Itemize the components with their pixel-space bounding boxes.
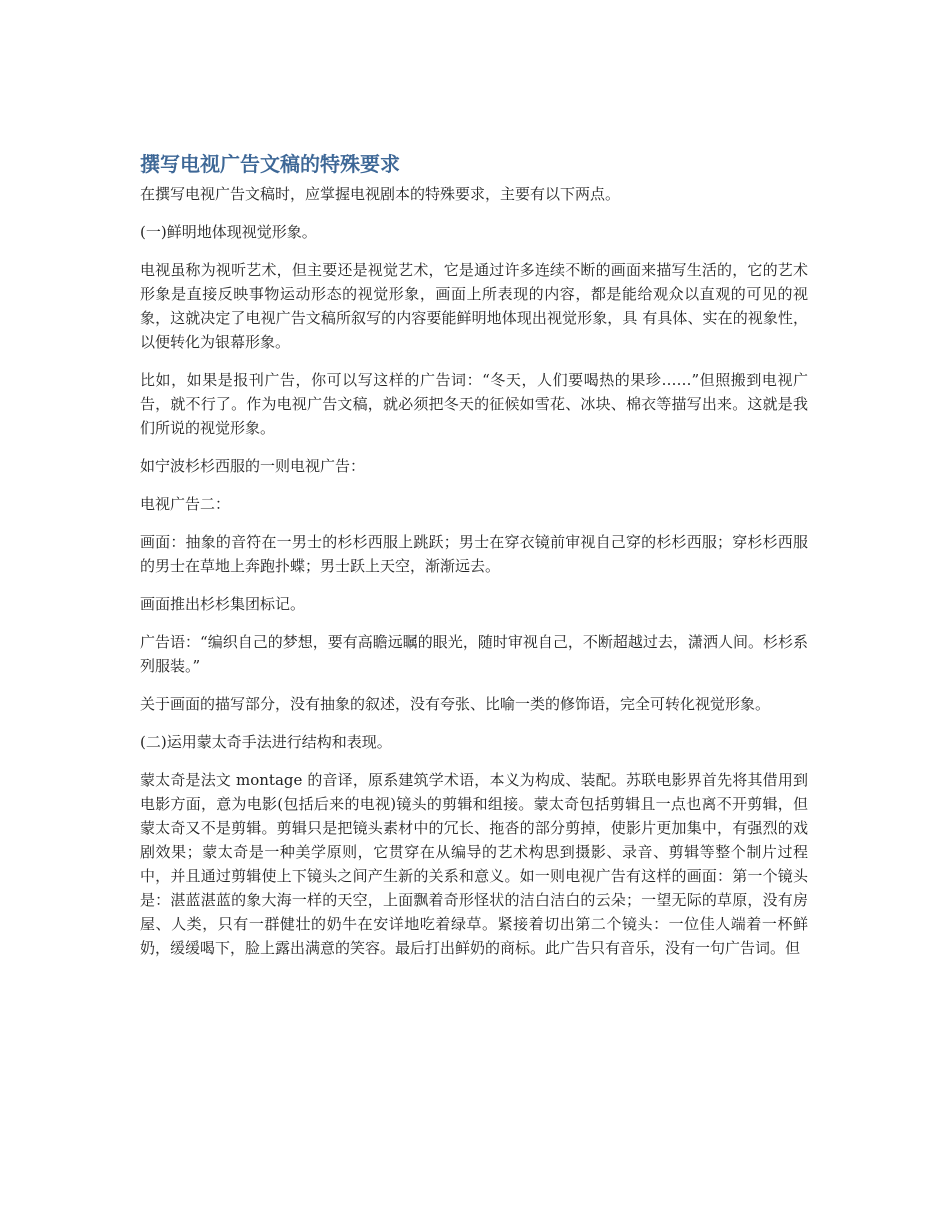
paragraph-montage: 蒙太奇是法文 montage 的音译，原系建筑学术语，本义为构成、装配。苏联电影界首先将其借用到电影方面，意为电影(包括后来的电视)镜头的剪辑和组接。蒙太奇包括剪辑且一点也离不开剪辑，但蒙太奇又不是剪辑。剪辑只是把镜头素材中的冗长、拖沓的部分剪掉，使影片更加集中，有强烈的戏剧效果；蒙太奇是一种美学原则，它贯穿在从编导的艺术构思到摄影、录音、剪辑等整个制片过程中，并且通过剪辑使上下镜头之间产生新的关系和意义。如一则电视广告有这样的画面：第一个镜头是：湛蓝湛蓝的象大海一样的天空，上面飘着奇形怪状的洁白洁白的云朵；一望无际的草原，没有房屋、人类，只有一群健壮的奶牛在安详地吃着绿草。紧接着切出第二个镜头：一位佳人端着一杯鲜奶，缓缓喝下，脸上露出满意的笑容。最后打出鲜奶的商标。此广告只有音乐，没有一句广告词。但	[140, 771, 808, 957]
document-title: 撰写电视广告文稿的特殊要求	[140, 152, 400, 176]
paragraph-intro: 在撰写电视广告文稿时，应掌握电视剧本的特殊要求，主要有以下两点。	[140, 185, 621, 203]
document-page	[140, 150, 808, 974]
paragraph-scene: 画面：抽象的音符在一男士的杉杉西服上跳跃；男士在穿衣镜前审视自己穿的杉杉西服；穿杉杉西服的男士在草地上奔跑扑蝶；男士跃上天空，渐渐远去。	[140, 533, 808, 575]
paragraph-slogan: 广告语：“编织自己的梦想，要有高瞻远瞩的眼光，随时审视自己，不断超越过去，潇洒人间。杉杉系列服装。”	[140, 633, 808, 675]
paragraph-point-one: (一)鲜明地体现视觉形象。	[140, 223, 317, 241]
paragraph-description: 关于画面的描写部分，没有抽象的叙述，没有夸张、比喻一类的修饰语，完全可转化视觉形象。	[140, 695, 771, 713]
paragraph-visual-art: 电视虽称为视听艺术，但主要还是视觉艺术，它是通过许多连续不断的画面来描写生活的，它的艺术形象是直接反映事物运动形态的视觉形象，画面上所表现的内容，都是能给观众以直观的可见的视象，这就决定了电视广告文稿所叙写的内容要能鲜明地体现出视觉形象，具 有具体、实在的视象性，以便转化为银幕形象。	[140, 261, 808, 351]
paragraph-point-two: (二)运用蒙太奇手法进行结构和表现。	[140, 733, 392, 751]
paragraph-logo: 画面推出杉杉集团标记。	[140, 595, 306, 613]
paragraph-ningbo-ad: 如宁波杉杉西服的一则电视广告：	[140, 457, 366, 475]
paragraph-ad-two: 电视广告二：	[140, 495, 231, 513]
paragraph-example: 比如，如果是报刊广告，你可以写这样的广告词：“冬天，人们要喝热的果珍……”但照搬到电视广告，就不行了。作为电视广告文稿，就必须把冬天的征候如雪花、冰块、棉衣等描写出来。这就是我们所说的视觉形象。	[140, 371, 808, 437]
